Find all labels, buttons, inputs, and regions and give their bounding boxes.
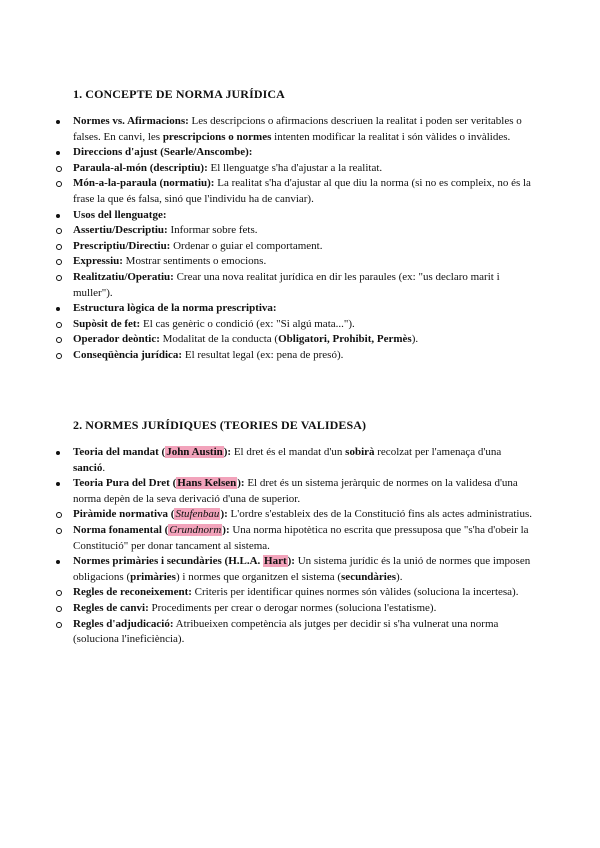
list-item: Direccions d'ajust (Searle/Anscombe):: [38, 145, 533, 161]
hollow-bullet-icon: [56, 622, 62, 628]
highlighted-term: Grundnorm: [169, 523, 222, 536]
list-item: Prescriptiu/Directiu: Ordenar o guiar el comportament.: [0, 239, 533, 255]
list-item: Regles d'adjudicació: Atribueixen competència als jutges per decidir si s'ha vulnerat una norma (soluciona l'ineficiència).: [0, 617, 533, 648]
hollow-bullet-icon: [56, 353, 62, 359]
bullet-icon: [56, 451, 60, 455]
hollow-bullet-icon: [56, 166, 62, 172]
hollow-bullet-icon: [56, 275, 62, 281]
hollow-bullet-icon: [56, 181, 62, 187]
list-item: Realitzatiu/Operatiu: Crear una nova realitat jurídica en dir les paraules (ex: "us declaro marit i muller").: [0, 270, 533, 301]
highlighted-name: John Austin: [166, 446, 223, 458]
highlighted-term: Stufenbau: [175, 508, 220, 521]
list-item: Operador deòntic: Modalitat de la conducta (Obligatori, Prohibit, Permès).: [0, 332, 533, 348]
list-item: Regles de canvi: Procediments per crear o derogar normes (soluciona l'estatisme).: [0, 601, 533, 617]
list-item: Teoria del mandat (John Austin): El dret és el mandat d'un sobirà recolzat per l'amenaça d'una sanció.: [38, 445, 533, 476]
hollow-bullet-icon: [56, 259, 62, 265]
section-1-heading: 1. CONCEPTE DE NORMA JURÍDICA: [73, 87, 285, 101]
hollow-bullet-icon: [56, 528, 62, 534]
list-item: Estructura lògica de la norma prescriptiva:: [38, 301, 533, 317]
list-item: Expressiu: Mostrar sentiments o emocions.: [0, 254, 533, 270]
section-2-list: [73, 445, 533, 648]
bullet-icon: [56, 560, 60, 564]
list-item: Piràmide normativa (Stufenbau): L'ordre s'estableix des de la Constitució fins als actes administratius.: [0, 507, 533, 523]
bullet-icon: [56, 482, 60, 486]
list-item: Normes primàries i secundàries (H.L.A. Hart): Un sistema jurídic és la unió de normes que imposen obligacions (primàries) i normes que organitzen el sistema (secundàries).: [38, 554, 533, 585]
list-item: Teoria Pura del Dret (Hans Kelsen): El dret és un sistema jeràrquic de normes on la validesa d'una norma depèn de la seva derivació d'una de superior.: [38, 476, 533, 507]
bullet-icon: [56, 307, 60, 311]
list-item: Supòsit de fet: El cas genèric o condició (ex: "Si algú mata...").: [0, 317, 533, 333]
list-item: Normes vs. Afirmacions: Les descripcions o afirmacions descriuen la realitat i poden ser veritables o falses. En canvi, les prescripcions o normes intenten modificar la realitat i són vàlides o invàlides.: [38, 114, 533, 145]
highlighted-name: Hart: [264, 555, 287, 568]
bullet-icon: [56, 214, 60, 218]
hollow-bullet-icon: [56, 228, 62, 234]
list-item: Norma fonamental (Grundnorm): Una norma hipotètica no escrita que pressuposa que "s'ha d'obeir la Constitució" per donar tancament al sistema.: [0, 523, 533, 554]
list-item: Conseqüència jurídica: El resultat legal (ex: pena de presó).: [0, 348, 533, 364]
bullet-icon: [56, 151, 60, 155]
section-2-heading: 2. NORMES JURÍDIQUES (TEORIES DE VALIDESA): [73, 418, 367, 432]
hollow-bullet-icon: [56, 337, 62, 343]
list-item: Usos del llenguatge:: [38, 208, 533, 224]
bullet-icon: [56, 120, 60, 124]
highlighted-name: Hans Kelsen: [177, 477, 237, 490]
hollow-bullet-icon: [56, 244, 62, 250]
hollow-bullet-icon: [56, 512, 62, 518]
list-item: Paraula-al-món (descriptiu): El llenguatge s'ha d'ajustar a la realitat.: [0, 161, 533, 177]
list-item: Regles de reconeixement: Criteris per identificar quines normes són vàlides (soluciona la incertesa).: [0, 585, 533, 601]
list-item: Món-a-la-paraula (normatiu): La realitat s'ha d'ajustar al que diu la norma (si no es compleix, no és la frase la que és falsa, sinó que l'individu ha de canviar).: [0, 176, 533, 207]
hollow-bullet-icon: [56, 322, 62, 328]
hollow-bullet-icon: [56, 606, 62, 612]
section-1-list: [73, 114, 533, 364]
list-item: Assertiu/Descriptiu: Informar sobre fets.: [0, 223, 533, 239]
hollow-bullet-icon: [56, 590, 62, 596]
